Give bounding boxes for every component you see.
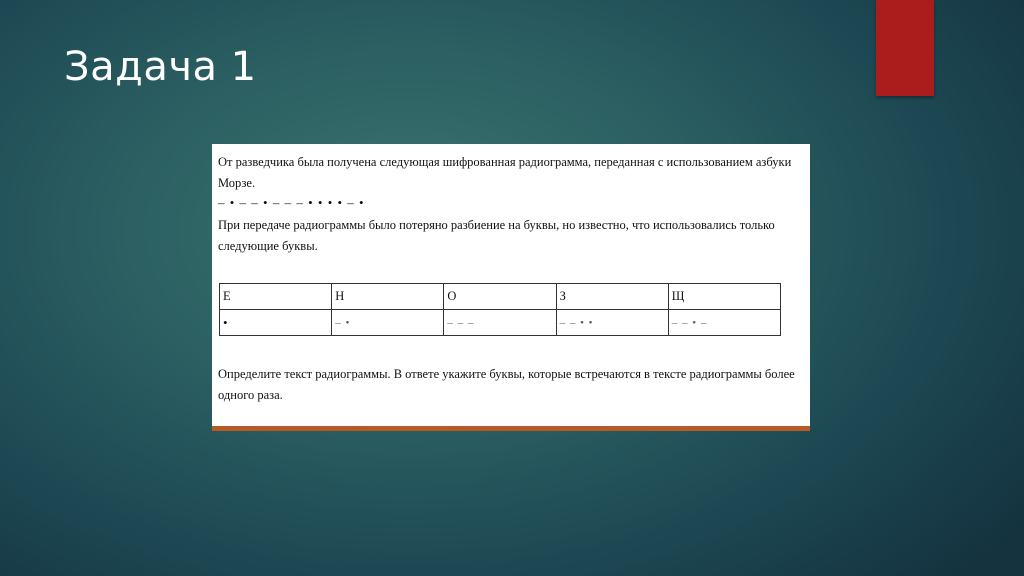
task-intro: От разведчика была получена следующая шифрованная радиограмма, переданная с использованием азбуки Морзе. <box>218 155 792 190</box>
code-cell: – – • – <box>668 310 780 336</box>
letter-cell: Щ <box>668 284 780 310</box>
code-cell: – – • • <box>556 310 668 336</box>
letter-cell: Н <box>332 284 444 310</box>
task-question: Определите текст радиограммы. В ответе укажите буквы, которые встречаются в тексте радиограммы более одного раза. <box>218 367 795 402</box>
letter-cell: Е <box>220 284 332 310</box>
task-card <box>212 144 810 431</box>
morse-code-table <box>219 283 781 336</box>
morse-message: – • – – • – – – • • • • – • <box>218 195 365 210</box>
code-cell: • <box>220 310 332 336</box>
task-note: При передаче радиограммы было потеряно разбиение на буквы, но известно, что использовались только следующие буквы. <box>218 218 775 253</box>
code-cell: – • <box>332 310 444 336</box>
letter-cell: О <box>444 284 556 310</box>
code-cell: – – – <box>444 310 556 336</box>
table-row-codes <box>220 310 781 336</box>
letter-cell: З <box>556 284 668 310</box>
table-row-letters <box>220 284 781 310</box>
slide-title: Задача 1 <box>64 44 257 90</box>
accent-tab <box>876 0 934 96</box>
